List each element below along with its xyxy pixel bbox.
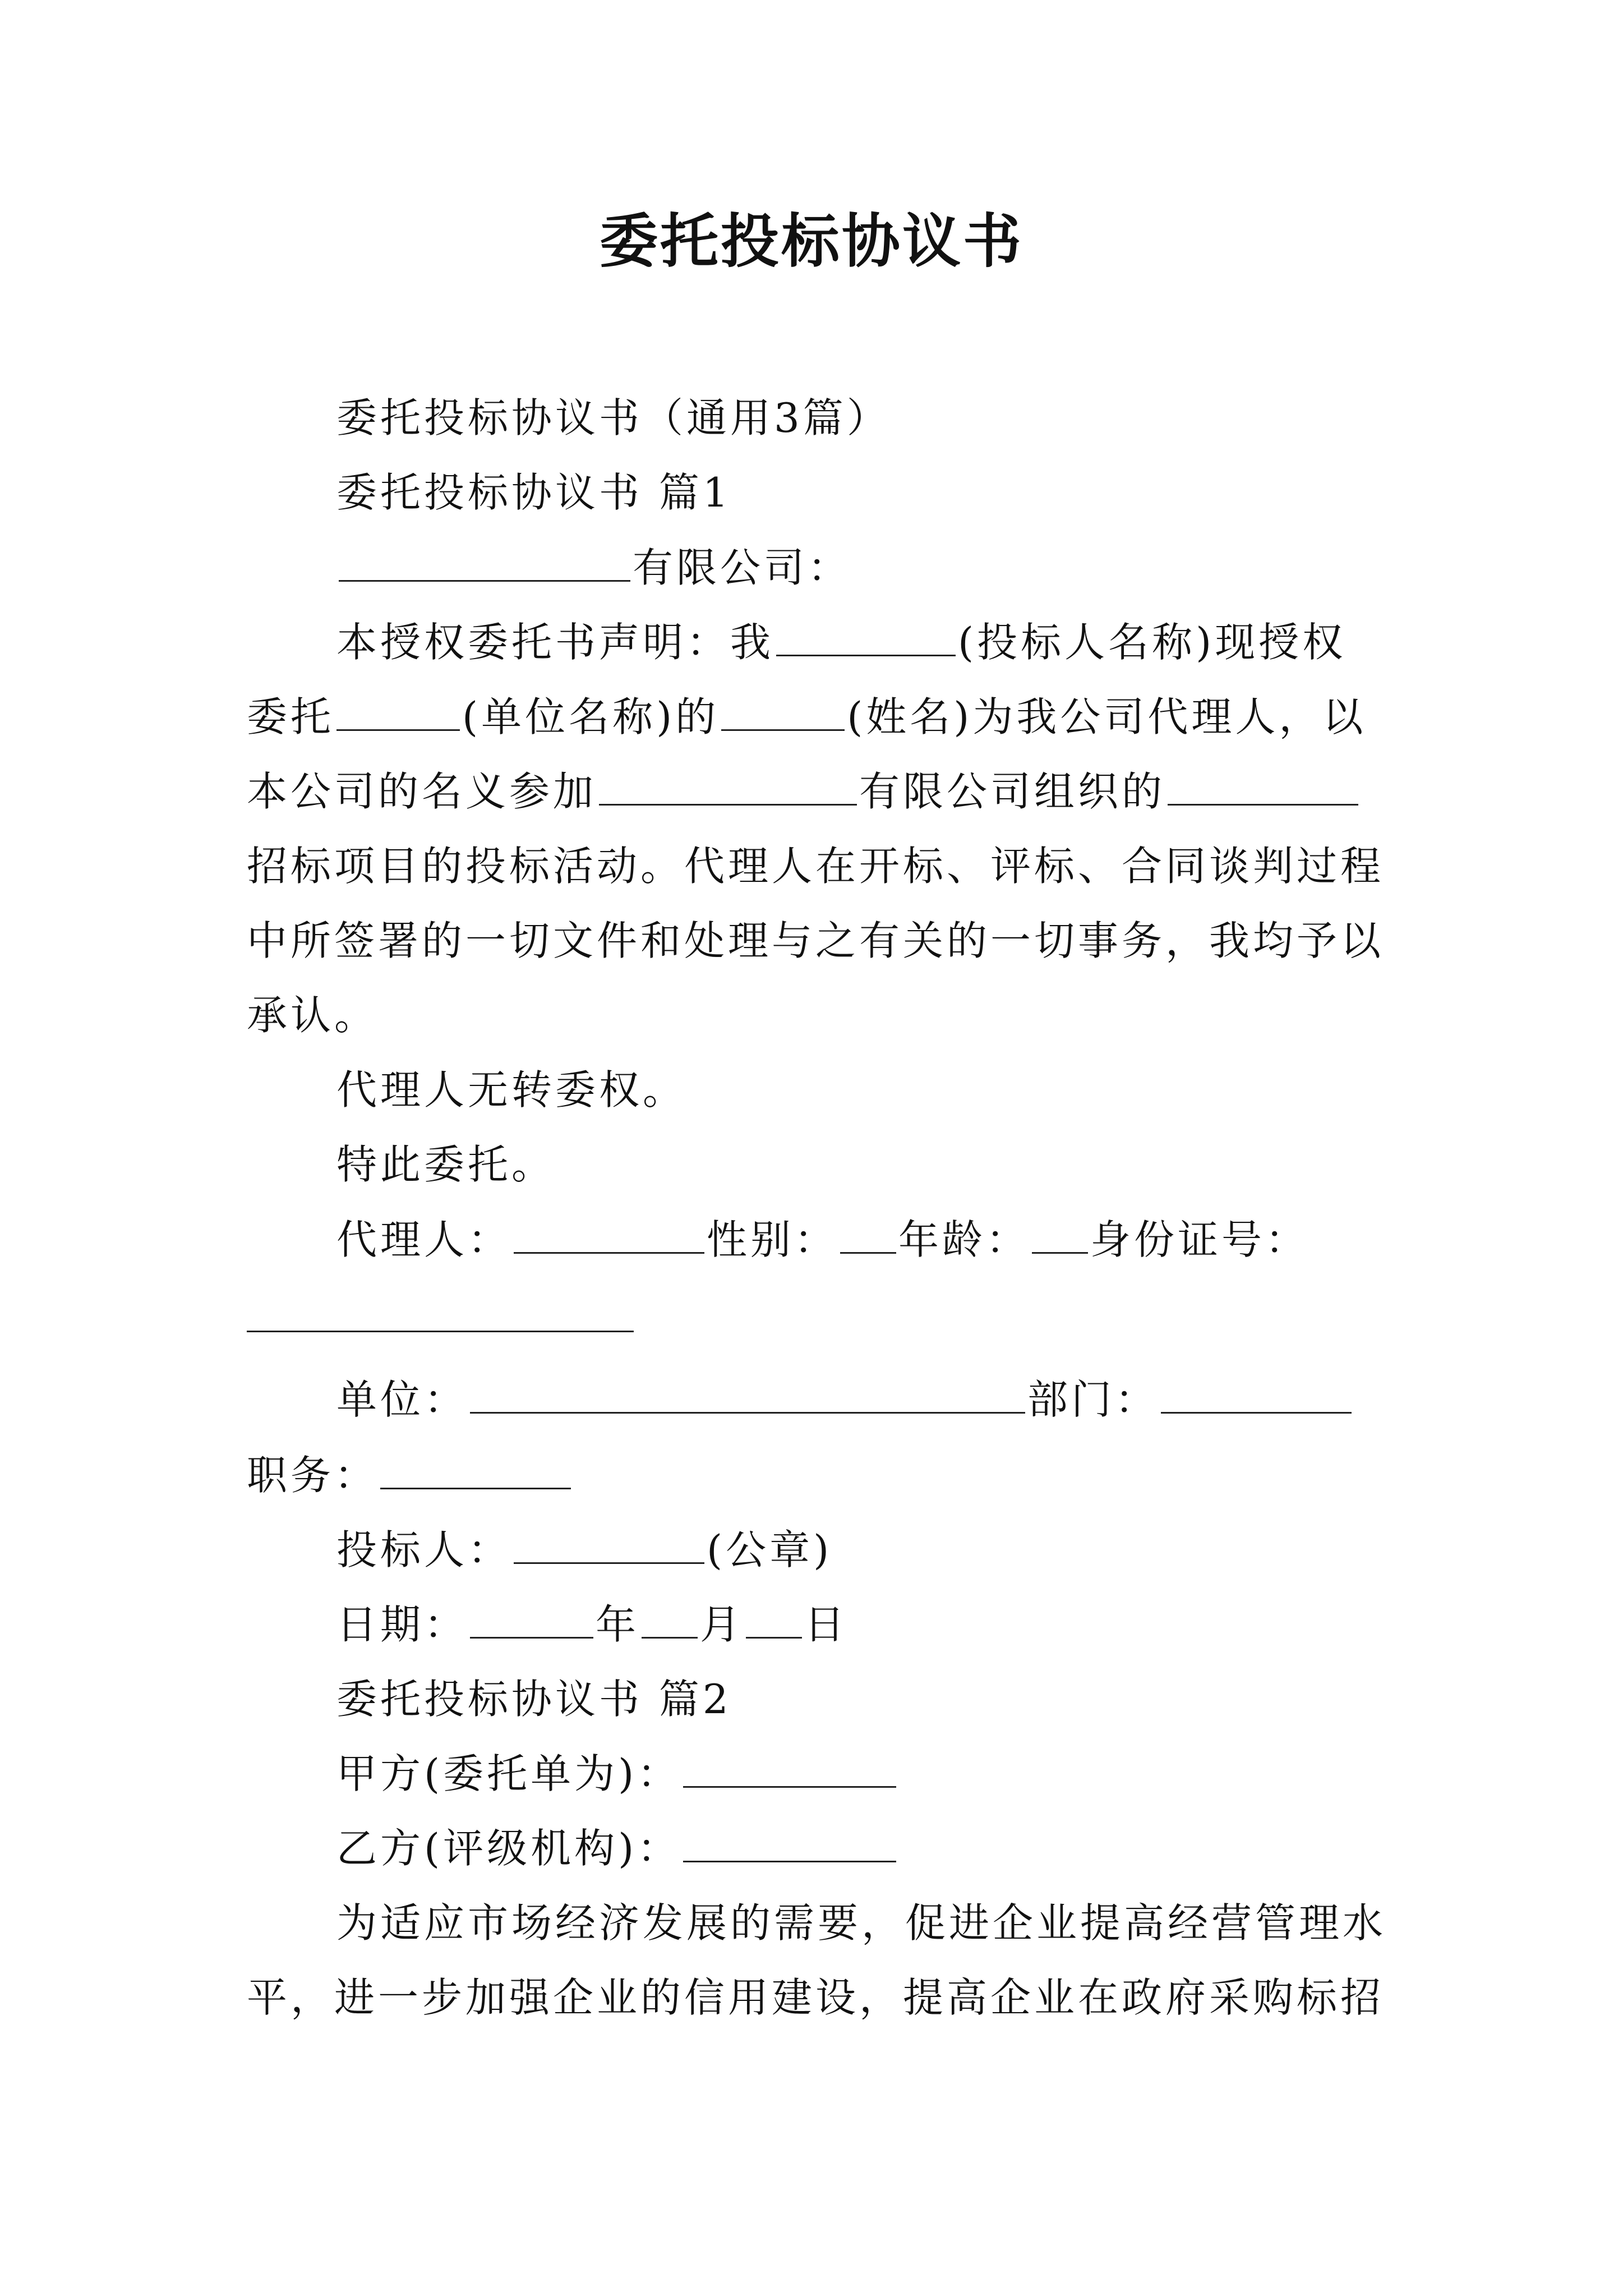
text: 年 (596, 1601, 640, 1648)
agent-info-line (336, 1212, 1309, 1268)
text: 单位： (336, 1376, 468, 1423)
position-line (247, 1447, 573, 1503)
section-heading-2: 委托投标协议书 篇2 (336, 1676, 732, 1723)
text: 有限公司： (633, 544, 852, 591)
text: (姓名)为我公司代理人，以 (847, 693, 1367, 740)
text: 职务： (247, 1452, 379, 1499)
paragraph-line (247, 689, 1366, 745)
blank-organizer (599, 767, 857, 806)
paragraph-line: 招标项目的投标活动。代理人在开标、评标、合同谈判过程 (247, 843, 1385, 890)
subtitle-line: 委托投标协议书（通用3篇） (336, 394, 891, 441)
date-line (336, 1596, 848, 1653)
blank-bidder (514, 1525, 704, 1564)
text: 月 (700, 1601, 744, 1648)
text: 委托 (247, 693, 335, 740)
text: 年龄： (898, 1216, 1030, 1263)
text: 投标人： (336, 1526, 512, 1573)
party-b-line (336, 1820, 898, 1876)
blank-age (1032, 1215, 1088, 1254)
text: 性别： (707, 1216, 838, 1263)
text: (投标人名称)现授权 (958, 619, 1347, 666)
blank-party-a (683, 1749, 896, 1788)
text: 身份证号： (1090, 1216, 1310, 1263)
paragraph-line: 平，进一步加强企业的信用建设，提高企业在政府采购标招 (247, 1974, 1385, 2021)
blank-year (470, 1600, 593, 1639)
blank-month (642, 1600, 698, 1639)
blank-gender (840, 1215, 896, 1254)
party-a-line (336, 1746, 898, 1802)
text: 有限公司组织的 (859, 768, 1166, 815)
text: 本授权委托书声明：我 (336, 619, 774, 666)
addressee-line (336, 540, 851, 596)
text: 日 (804, 1601, 849, 1648)
text: 甲方(委托单为)： (336, 1750, 681, 1797)
text: 本公司的名义参加 (247, 768, 597, 815)
text: (公章) (707, 1526, 833, 1573)
blank-party-b (683, 1824, 896, 1862)
paragraph-line: 代理人无转委权。 (336, 1066, 687, 1114)
paragraph-line (247, 763, 1361, 820)
paragraph-line (336, 614, 1346, 670)
blank-unit (470, 1375, 1025, 1414)
document-title: 委托投标协议书 (599, 206, 1023, 275)
text: 乙方(评级机构)： (336, 1825, 681, 1872)
blank-agent (514, 1215, 704, 1254)
paragraph-line: 为适应市场经济发展的需要，促进企业提高经营管理水 (336, 1899, 1387, 1947)
unit-info-line (336, 1372, 1354, 1428)
blank-department (1161, 1375, 1352, 1414)
section-heading-1: 委托投标协议书 篇1 (336, 469, 732, 516)
text: 部门： (1027, 1376, 1159, 1423)
text: 日期： (336, 1601, 468, 1648)
blank-person-name (721, 692, 845, 731)
text: (单位名称)的 (462, 693, 720, 740)
blank-bidder-name (776, 618, 956, 656)
paragraph-line: 承认。 (247, 992, 379, 1039)
paragraph-line: 特此委托。 (336, 1141, 556, 1188)
blank-project (1168, 767, 1358, 806)
blank-id-number (247, 1294, 634, 1332)
text: 代理人： (336, 1216, 512, 1263)
blank-company-name (339, 543, 630, 582)
blank-position (380, 1451, 571, 1489)
paragraph-line: 中所签署的一切文件和处理与之有关的一切事务，我均予以 (247, 917, 1385, 964)
id-number-line (247, 1290, 636, 1346)
bidder-seal-line (336, 1522, 832, 1578)
blank-unit-name (336, 692, 460, 731)
blank-day (746, 1600, 802, 1639)
